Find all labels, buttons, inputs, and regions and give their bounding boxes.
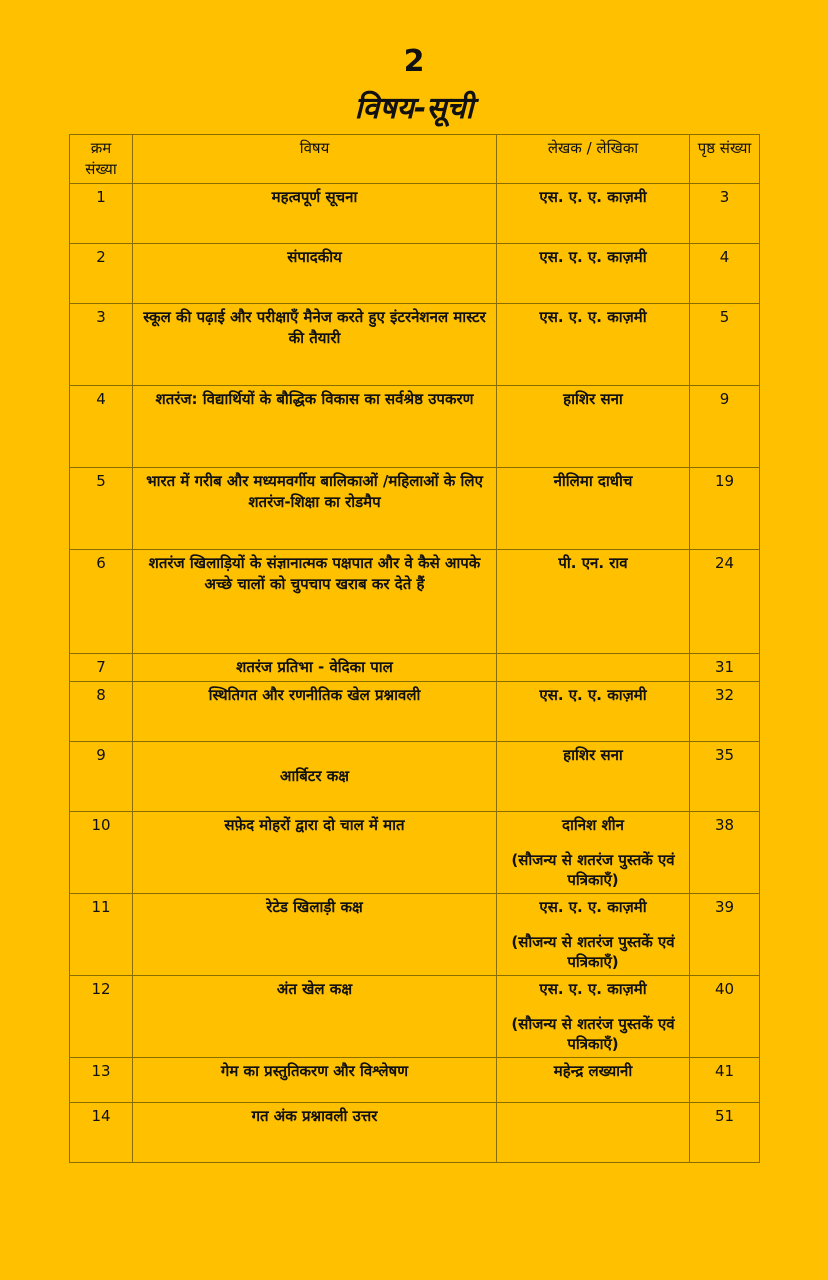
row-page: 38 [690,812,760,894]
row-page: 35 [690,742,760,812]
row-number: 7 [70,654,133,682]
row-author: महेन्द्र लख्यानी [497,1058,690,1103]
table-row [70,386,760,468]
table-row [70,1058,760,1103]
row-author: एस. ए. ए. काज़मी [497,682,690,742]
row-author [497,894,690,976]
row-subject: रेटेड खिलाड़ी कक्ष [133,894,497,976]
row-page: 40 [690,976,760,1058]
row-number: 13 [70,1058,133,1103]
table-row [70,812,760,894]
row-author: एस. ए. ए. काज़मी [497,244,690,304]
row-subject: शतरंज: विद्यार्थियों के बौद्धिक विकास का सर्वश्रेष्ठ उपकरण [133,386,497,468]
row-author [497,1103,690,1163]
table-row [70,304,760,386]
header-serial-number: क्रम संख्या [70,135,133,184]
table-row [70,654,760,682]
row-author: हाशिर सना [497,386,690,468]
row-number: 9 [70,742,133,812]
header-page-number: पृष्ठ संख्या [690,135,760,184]
row-page: 24 [690,550,760,654]
row-page: 4 [690,244,760,304]
row-page: 31 [690,654,760,682]
table-row [70,894,760,976]
row-number: 5 [70,468,133,550]
row-author [497,654,690,682]
row-author [497,812,690,894]
row-courtesy-note: (सौजन्य से शतरंज पुस्तकें एवं पत्रिकाएँ) [511,851,675,889]
row-author: नीलिमा दाधीच [497,468,690,550]
page-title: विषय-सूची [354,91,474,126]
row-number: 8 [70,682,133,742]
row-number: 6 [70,550,133,654]
row-number: 14 [70,1103,133,1163]
row-number: 12 [70,976,133,1058]
row-author: एस. ए. ए. काज़मी [497,304,690,386]
row-author: हाशिर सना [497,742,690,812]
row-subject: भारत में गरीब और मध्यमवर्गीय बालिकाओं /महिलाओं के लिए शतरंज-शिक्षा का रोडमैप [133,468,497,550]
row-subject: अंत खेल कक्ष [133,976,497,1058]
table-row [70,244,760,304]
row-subject: स्कूल की पढ़ाई और परीक्षाएँ मैनेज करते हुए इंटरनेशनल मास्टर की तैयारी [133,304,497,386]
row-page: 32 [690,682,760,742]
row-number: 2 [70,244,133,304]
row-subject: शतरंज खिलाड़ियों के संज्ञानात्मक पक्षपात और वे कैसे आपके अच्छे चालों को चुपचाप खराब कर देते हैं [133,550,497,654]
row-number: 10 [70,812,133,894]
row-subject: गेम का प्रस्तुतिकरण और विश्लेषण [133,1058,497,1103]
table-row [70,184,760,244]
row-page: 39 [690,894,760,976]
row-subject: शतरंज प्रतिभा - वेदिका पाल [133,654,497,682]
row-subject: आर्बिटर कक्ष [133,742,497,812]
row-number: 1 [70,184,133,244]
row-author: पी. एन. राव [497,550,690,654]
row-page: 5 [690,304,760,386]
header-subject: विषय [133,135,497,184]
row-author-name: एस. ए. ए. काज़मी [539,980,647,998]
table-row [70,976,760,1058]
table-row [70,682,760,742]
row-author-name: दानिश शीन [562,816,624,834]
row-author: एस. ए. ए. काज़मी [497,184,690,244]
row-page: 9 [690,386,760,468]
row-subject: सफ़ेद मोहरों द्वारा दो चाल में मात [133,812,497,894]
contents-table [69,134,760,1163]
row-number: 3 [70,304,133,386]
row-courtesy-note: (सौजन्य से शतरंज पुस्तकें एवं पत्रिकाएँ) [511,1015,675,1053]
table-row [70,468,760,550]
header-author: लेखक / लेखिका [497,135,690,184]
row-author [497,976,690,1058]
row-subject: संपादकीय [133,244,497,304]
row-page: 51 [690,1103,760,1163]
row-courtesy-note: (सौजन्य से शतरंज पुस्तकें एवं पत्रिकाएँ) [511,933,675,971]
row-subject: स्थितिगत और रणनीतिक खेल प्रश्नावली [133,682,497,742]
row-subject: महत्वपूर्ण सूचना [133,184,497,244]
table-row [70,1103,760,1163]
row-page: 3 [690,184,760,244]
row-page: 41 [690,1058,760,1103]
row-number: 11 [70,894,133,976]
row-number: 4 [70,386,133,468]
row-page: 19 [690,468,760,550]
table-row [70,742,760,812]
row-subject: गत अंक प्रश्नावली उत्तर [133,1103,497,1163]
table-header-row [70,135,760,184]
row-author-name: एस. ए. ए. काज़मी [539,898,647,916]
table-row [70,550,760,654]
page-number: 2 [403,44,425,79]
